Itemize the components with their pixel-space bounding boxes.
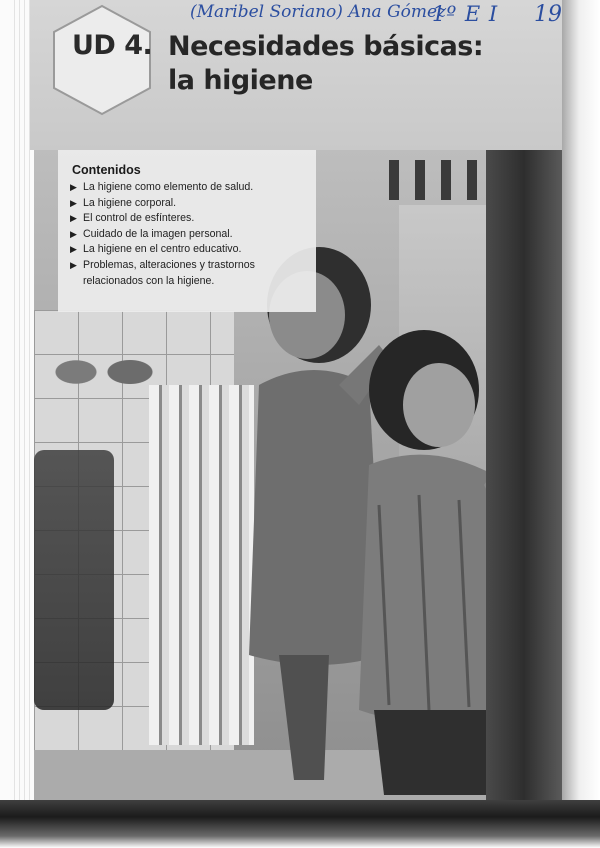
triangle-bullet-icon: ▶ [70,182,77,192]
contents-list [70,180,312,289]
triangle-bullet-icon: ▶ [70,228,77,239]
triangle-bullet-icon: ▶ [70,197,77,208]
handwritten-number: 19 [534,2,562,27]
photo-door [486,150,562,800]
triangle-bullet-icon: ▶ [70,259,77,270]
list-item-text: Cuidado de la imagen personal. [83,227,233,240]
scan-bottom-shadow [0,800,600,848]
unit-title-line-1: Necesidades básicas: [168,31,484,62]
triangle-bullet-icon: ▶ [70,213,77,224]
list-item-text: La higiene en el centro educativo. [83,243,242,256]
contents-title: Contenidos [72,163,141,177]
list-item [70,180,312,196]
list-item-text: La higiene como elemento de salud. [83,181,254,193]
list-item-text: La higiene corporal. [83,196,177,209]
list-item [70,227,312,243]
list-item-text: relacionados con la higiene. [83,274,215,287]
list-item-text: El control de esfínteres. [83,212,195,225]
unit-title [168,30,483,98]
handwritten-teacher-name [190,2,446,22]
list-item-text: Problemas, alteraciones y trastornos [83,258,255,271]
handwritten-course: 1º E I [432,2,499,26]
photo-dark-objects [34,450,114,710]
book-binding-shadow [562,0,600,848]
handwritten-teacher-text: (Maribel Soriano) [190,2,343,22]
photo-cups [40,340,160,420]
unit-title-line-2: la higiene [168,65,313,96]
unit-number: UD 4. [72,30,153,61]
handwritten-author: Ana Gómez [348,2,447,22]
triangle-bullet-icon: ▶ [70,244,77,255]
list-item [70,258,312,274]
list-item [70,242,312,258]
list-item-continuation [70,274,312,290]
list-item [70,196,312,212]
list-item [70,211,312,227]
